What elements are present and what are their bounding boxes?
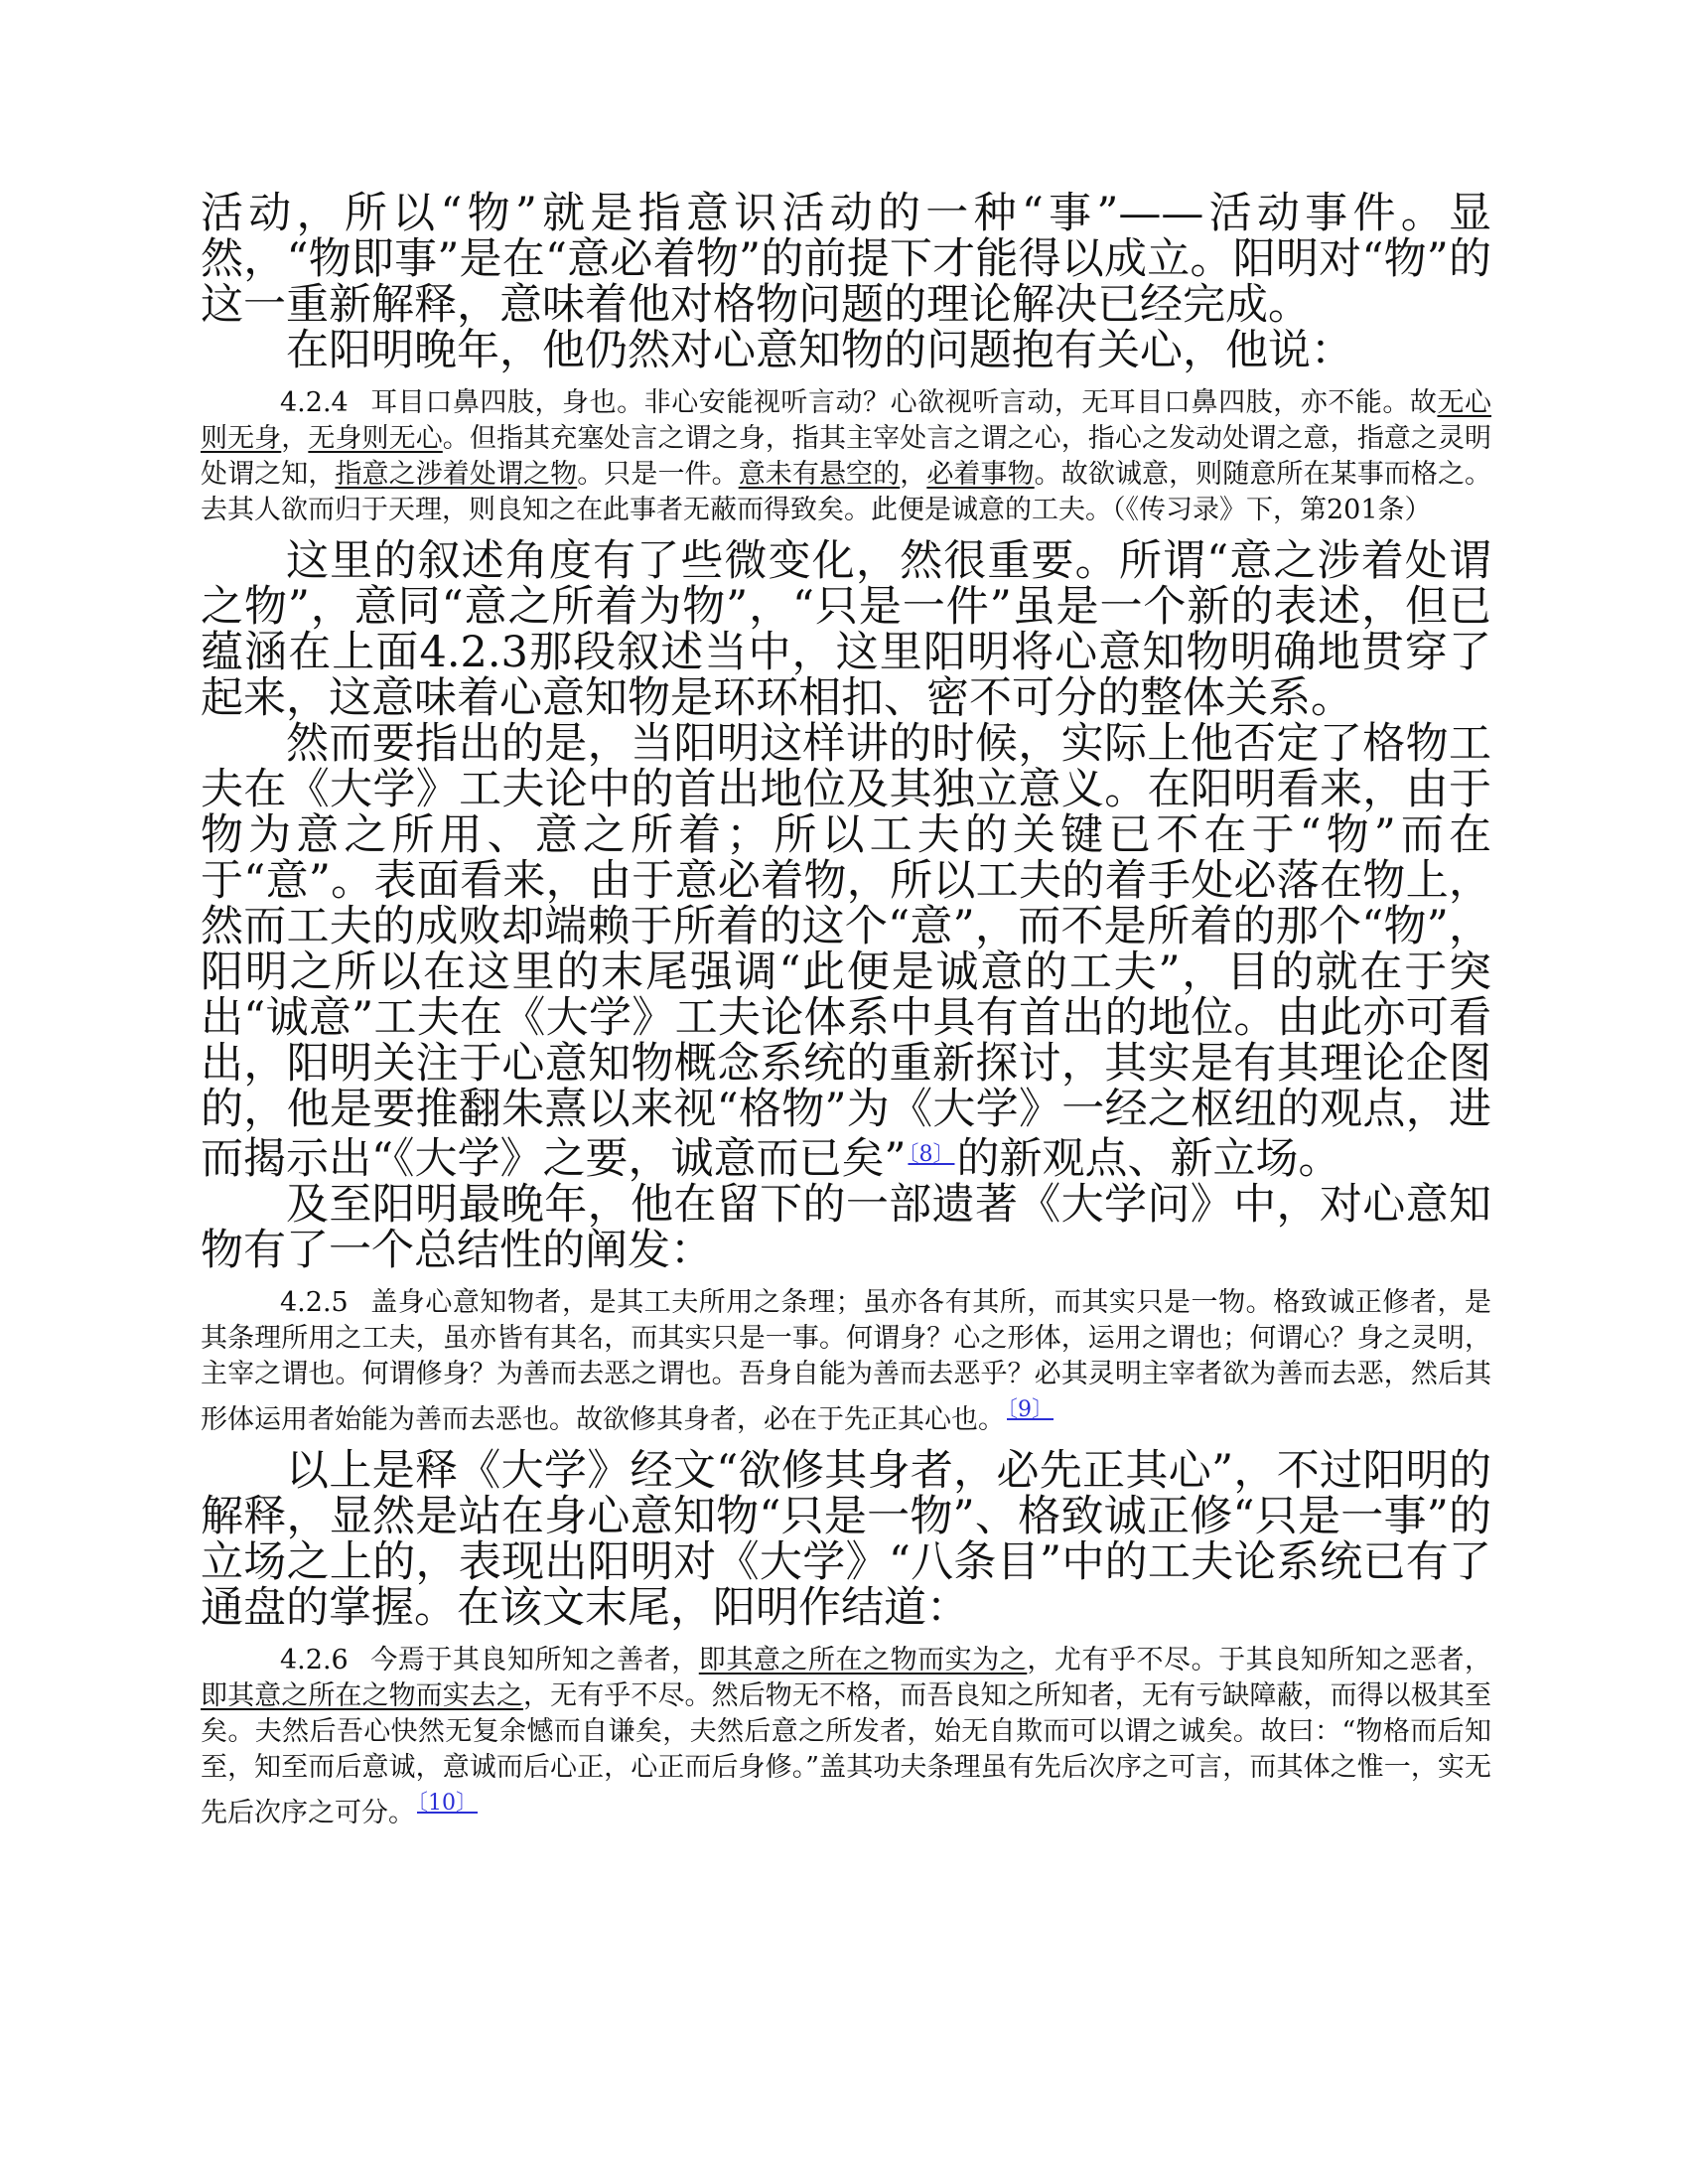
quote-number: 4.2.6 bbox=[280, 1645, 349, 1675]
quote-4-2-4 bbox=[201, 385, 1491, 528]
quote-text: ， bbox=[900, 459, 927, 490]
footnote-link-10[interactable]: 〔10〕 bbox=[417, 1791, 478, 1816]
paragraph-text: 的新观点、新立场。 bbox=[956, 1134, 1341, 1184]
footnote-link-8[interactable]: 〔8〕 bbox=[908, 1142, 955, 1167]
paragraph-5: 及至阳明最晚年，他在留下的一部遗著《大学问》中，对心意知物有了一个总结性的阐发： bbox=[201, 1180, 1491, 1275]
paragraph-3: 这里的叙述角度有了些微变化，然很重要。所谓“意之涉着处谓之物”，意同“意之所着为物”，“只是一件”虽是一个新的表述，但已蕴涵在上面4.2.3那段叙述当中，这里阳明将心意知物明确地贯穿了起来，这意味着心意知物是环环相扣、密不可分的整体关系。 bbox=[201, 536, 1491, 723]
paragraph-4 bbox=[201, 721, 1491, 1182]
underlined-phrase: 意未有悬空的 bbox=[738, 459, 901, 490]
underlined-phrase: 指意之涉着处谓之物 bbox=[335, 459, 578, 490]
quote-number: 4.2.4 bbox=[280, 387, 349, 418]
paragraph-text: 然而要指出的是，当阳明这样讲的时候，实际上他否定了格物工夫在《大学》工夫论中的首出地位及其独立意义。在阳明看来，由于物为意之所用、意之所着；所以工夫的关键已不在于“物”而在于“意”。表面看来，由于意必着物，所以工夫的着手处必落在物上，然而工夫的成败却端赖于所着的这个“意”，而不是所着的那个“物”，阳明之所以在这里的末尾强调“此便是诚意的工夫”，目的就在于突出“诚意”工夫在《大学》工夫论体系中具有首出的地位。由此亦可看出，阳明关注于心意知物概念系统的重新探讨，其实是有其理论企图的，他是要推翻朱熹以来视“格物”为《大学》一经之枢纽的观点，进而揭示出“《大学》之要，诚意而已矣” bbox=[201, 719, 1491, 1184]
quote-text: ， bbox=[281, 423, 309, 454]
quote-text: 。只是一件。 bbox=[577, 459, 739, 490]
quote-text: 。但指其充塞处言之谓之身，指其主宰处言之谓之心，指心之发动处谓之意，指意之灵明处谓之知， bbox=[201, 423, 1492, 490]
quote-4-2-5 bbox=[201, 1285, 1491, 1438]
quote-text: 。故欲诚意，则随意所在某事而格之。去其人欲而归于天理，则良知之在此事者无蔽而得致矣。此便是诚意的工夫。（《传习录》下，第201条） bbox=[201, 459, 1492, 525]
quote-4-2-6 bbox=[201, 1643, 1491, 1831]
underlined-phrase: 即其意之所在之物而实去之 bbox=[201, 1680, 524, 1711]
quote-text: 盖身心意知物者，是其工夫所用之条理；虽亦各有其所，而其实只是一物。格致诚正修者，是其条理所用之工夫，虽亦皆有其名，而其实只是一事。何谓身？心之形体，运用之谓也；何谓心？身之灵明，主宰之谓也。何谓修身？为善而去恶之谓也。吾身自能为善而去恶乎？必其灵明主宰者欲为善而去恶，然后其形体运用者始能为善而去恶也。故欲修其身者，必在于先正其心也。 bbox=[201, 1287, 1491, 1435]
quote-text: ，无有乎不尽。然后物无不格，而吾良知之所知者，无有亏缺障蔽，而得以极其至矣。夫然后吾心快然无复余憾而自谦矣，夫然后意之所发者，始无自欺而可以谓之诚矣。故曰：“物格而后知至，知至而后意诚，意诚而后心正，心正而后身修。”盖其功夫条理虽有先后次序之可言，而其体之惟一，实无先后次序之可分。 bbox=[201, 1680, 1492, 1828]
paragraph-2: 在阳明晚年，他仍然对心意知物的问题抱有关心，他说： bbox=[286, 326, 1353, 375]
footnote-link-9[interactable]: 〔9〕 bbox=[1007, 1397, 1054, 1422]
paragraph-1: 活动，所以“物”就是指意识活动的一种“事”——活动事件。显然，“物即事”是在“意必着物”的前提下才能得以成立。阳明对“物”的这一重新解释，意味着他对格物问题的理论解决已经完成。 bbox=[201, 189, 1491, 330]
underlined-phrase: 即其意之所在之物而实为之 bbox=[698, 1645, 1028, 1675]
quote-text: ，尤有乎不尽。于其良知所知之恶者， bbox=[1027, 1645, 1492, 1675]
underlined-phrase: 无身则无心 bbox=[308, 423, 443, 454]
quote-number: 4.2.5 bbox=[280, 1287, 349, 1318]
underlined-phrase: 无心则无身 bbox=[201, 387, 1492, 454]
underlined-phrase: 必着事物 bbox=[926, 459, 1035, 490]
quote-text: 今焉于其良知所知之善者， bbox=[369, 1645, 699, 1675]
paragraph-6: 以上是释《大学》经文“欲修其身者，必先正其心”，不过阳明的解释，显然是站在身心意知物“只是一物”、格致诚正修“只是一事”的立场之上的，表现出阳明对《大学》“八条目”中的工夫论系统已有了通盘的掌握。在该文末尾，阳明作结道： bbox=[201, 1446, 1491, 1633]
quote-text: 耳目口鼻四肢，身也。非心安能视听言动？心欲视听言动，无耳目口鼻四肢，亦不能。故 bbox=[369, 387, 1438, 418]
document-page bbox=[201, 191, 1491, 1841]
